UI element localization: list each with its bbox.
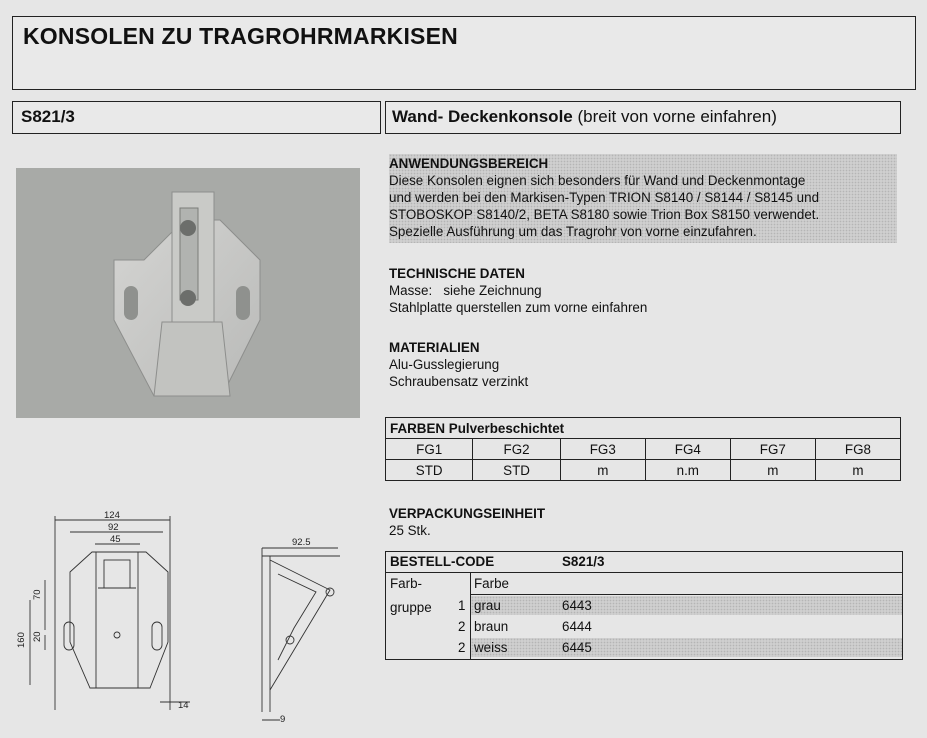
verpackung-value: 25 Stk. <box>389 523 431 538</box>
dim-70: 70 <box>32 589 43 600</box>
verpackung-section <box>389 505 545 539</box>
farben-value: n.m <box>645 460 730 481</box>
product-photo <box>16 168 360 418</box>
farben-header: FG7 <box>730 439 815 460</box>
anwendungsbereich-line: Diese Konsolen eignen sich besonders für Wand und Deckenmontage <box>389 173 806 188</box>
farben-caption: FARBEN Pulverbeschichtet <box>386 418 901 439</box>
farbgruppe-label-2: gruppe <box>390 600 432 615</box>
dim-20: 20 <box>32 631 43 642</box>
anwendungsbereich-section <box>389 154 897 243</box>
bracket-photo-illustration <box>16 168 360 418</box>
materialien-heading: MATERIALIEN <box>389 340 480 355</box>
farben-header: FG1 <box>386 439 473 460</box>
farbgruppe-label-1: Farb- <box>390 576 422 591</box>
dim-92: 92 <box>108 522 119 533</box>
product-heading-box <box>385 101 901 134</box>
row-color: braun <box>474 619 509 634</box>
anwendungsbereich-line: Spezielle Ausführung um das Tragrohr von vorne einzufahren. <box>389 224 757 239</box>
row-color: grau <box>474 598 501 613</box>
farben-header: FG8 <box>815 439 900 460</box>
product-code: S821/3 <box>21 107 75 126</box>
materialien-line: Schraubensatz verzinkt <box>389 374 529 389</box>
row-color: weiss <box>474 640 508 655</box>
farben-table <box>385 417 901 481</box>
technische-daten-heading: TECHNISCHE DATEN <box>389 266 525 281</box>
product-name: Wand- Deckenkonsole <box>392 107 573 126</box>
dim-92-5: 92.5 <box>292 537 311 548</box>
technical-drawing <box>0 500 380 738</box>
verpackung-heading: VERPACKUNGSEINHEIT <box>389 506 545 521</box>
dim-160: 160 <box>16 632 27 648</box>
farben-value: m <box>815 460 900 481</box>
anwendungsbereich-heading: ANWENDUNGSBEREICH <box>389 156 549 171</box>
product-code-box <box>12 101 381 134</box>
farben-value: m <box>730 460 815 481</box>
page-title: KONSOLEN ZU TRAGROHRMARKISEN <box>23 23 458 49</box>
technische-daten-section <box>389 265 647 316</box>
anwendungsbereich-line: und werden bei den Markisen-Typen TRION S8140 / S8144 / S8145 und <box>389 190 820 205</box>
farben-value: m <box>560 460 645 481</box>
table-row <box>471 596 902 615</box>
row-group: 2 <box>458 619 466 634</box>
row-group: 2 <box>458 640 466 655</box>
anwendungsbereich-line: STOBOSKOP S8140/2, BETA S8180 sowie Trion Box S8150 verwendet. <box>389 207 820 222</box>
technische-daten-line: Masse: siehe Zeichnung <box>389 283 542 298</box>
bestell-heading: BESTELL-CODE <box>390 554 495 569</box>
farben-header: FG4 <box>645 439 730 460</box>
dim-45: 45 <box>110 534 121 545</box>
farben-value: STD <box>386 460 473 481</box>
technische-daten-line: Stahlplatte querstellen zum vorne einfahren <box>389 300 648 315</box>
dim-9: 9 <box>280 714 286 725</box>
bestell-code-table <box>385 551 903 660</box>
dim-124: 124 <box>104 510 120 521</box>
row-code: 6444 <box>562 619 592 634</box>
row-code: 6443 <box>562 598 592 613</box>
row-group: 1 <box>458 598 466 613</box>
row-code: 6445 <box>562 640 592 655</box>
farben-value: STD <box>473 460 560 481</box>
bestell-code: S821/3 <box>562 554 605 569</box>
table-row <box>471 638 902 657</box>
materialien-line: Alu-Gusslegierung <box>389 357 500 372</box>
materialien-section <box>389 339 528 390</box>
farbe-label: Farbe <box>474 576 509 591</box>
title-box <box>12 16 916 90</box>
dim-14: 14 <box>178 700 189 711</box>
farben-header: FG3 <box>560 439 645 460</box>
product-note: (breit von vorne einfahren) <box>577 107 777 126</box>
farben-header: FG2 <box>473 439 560 460</box>
